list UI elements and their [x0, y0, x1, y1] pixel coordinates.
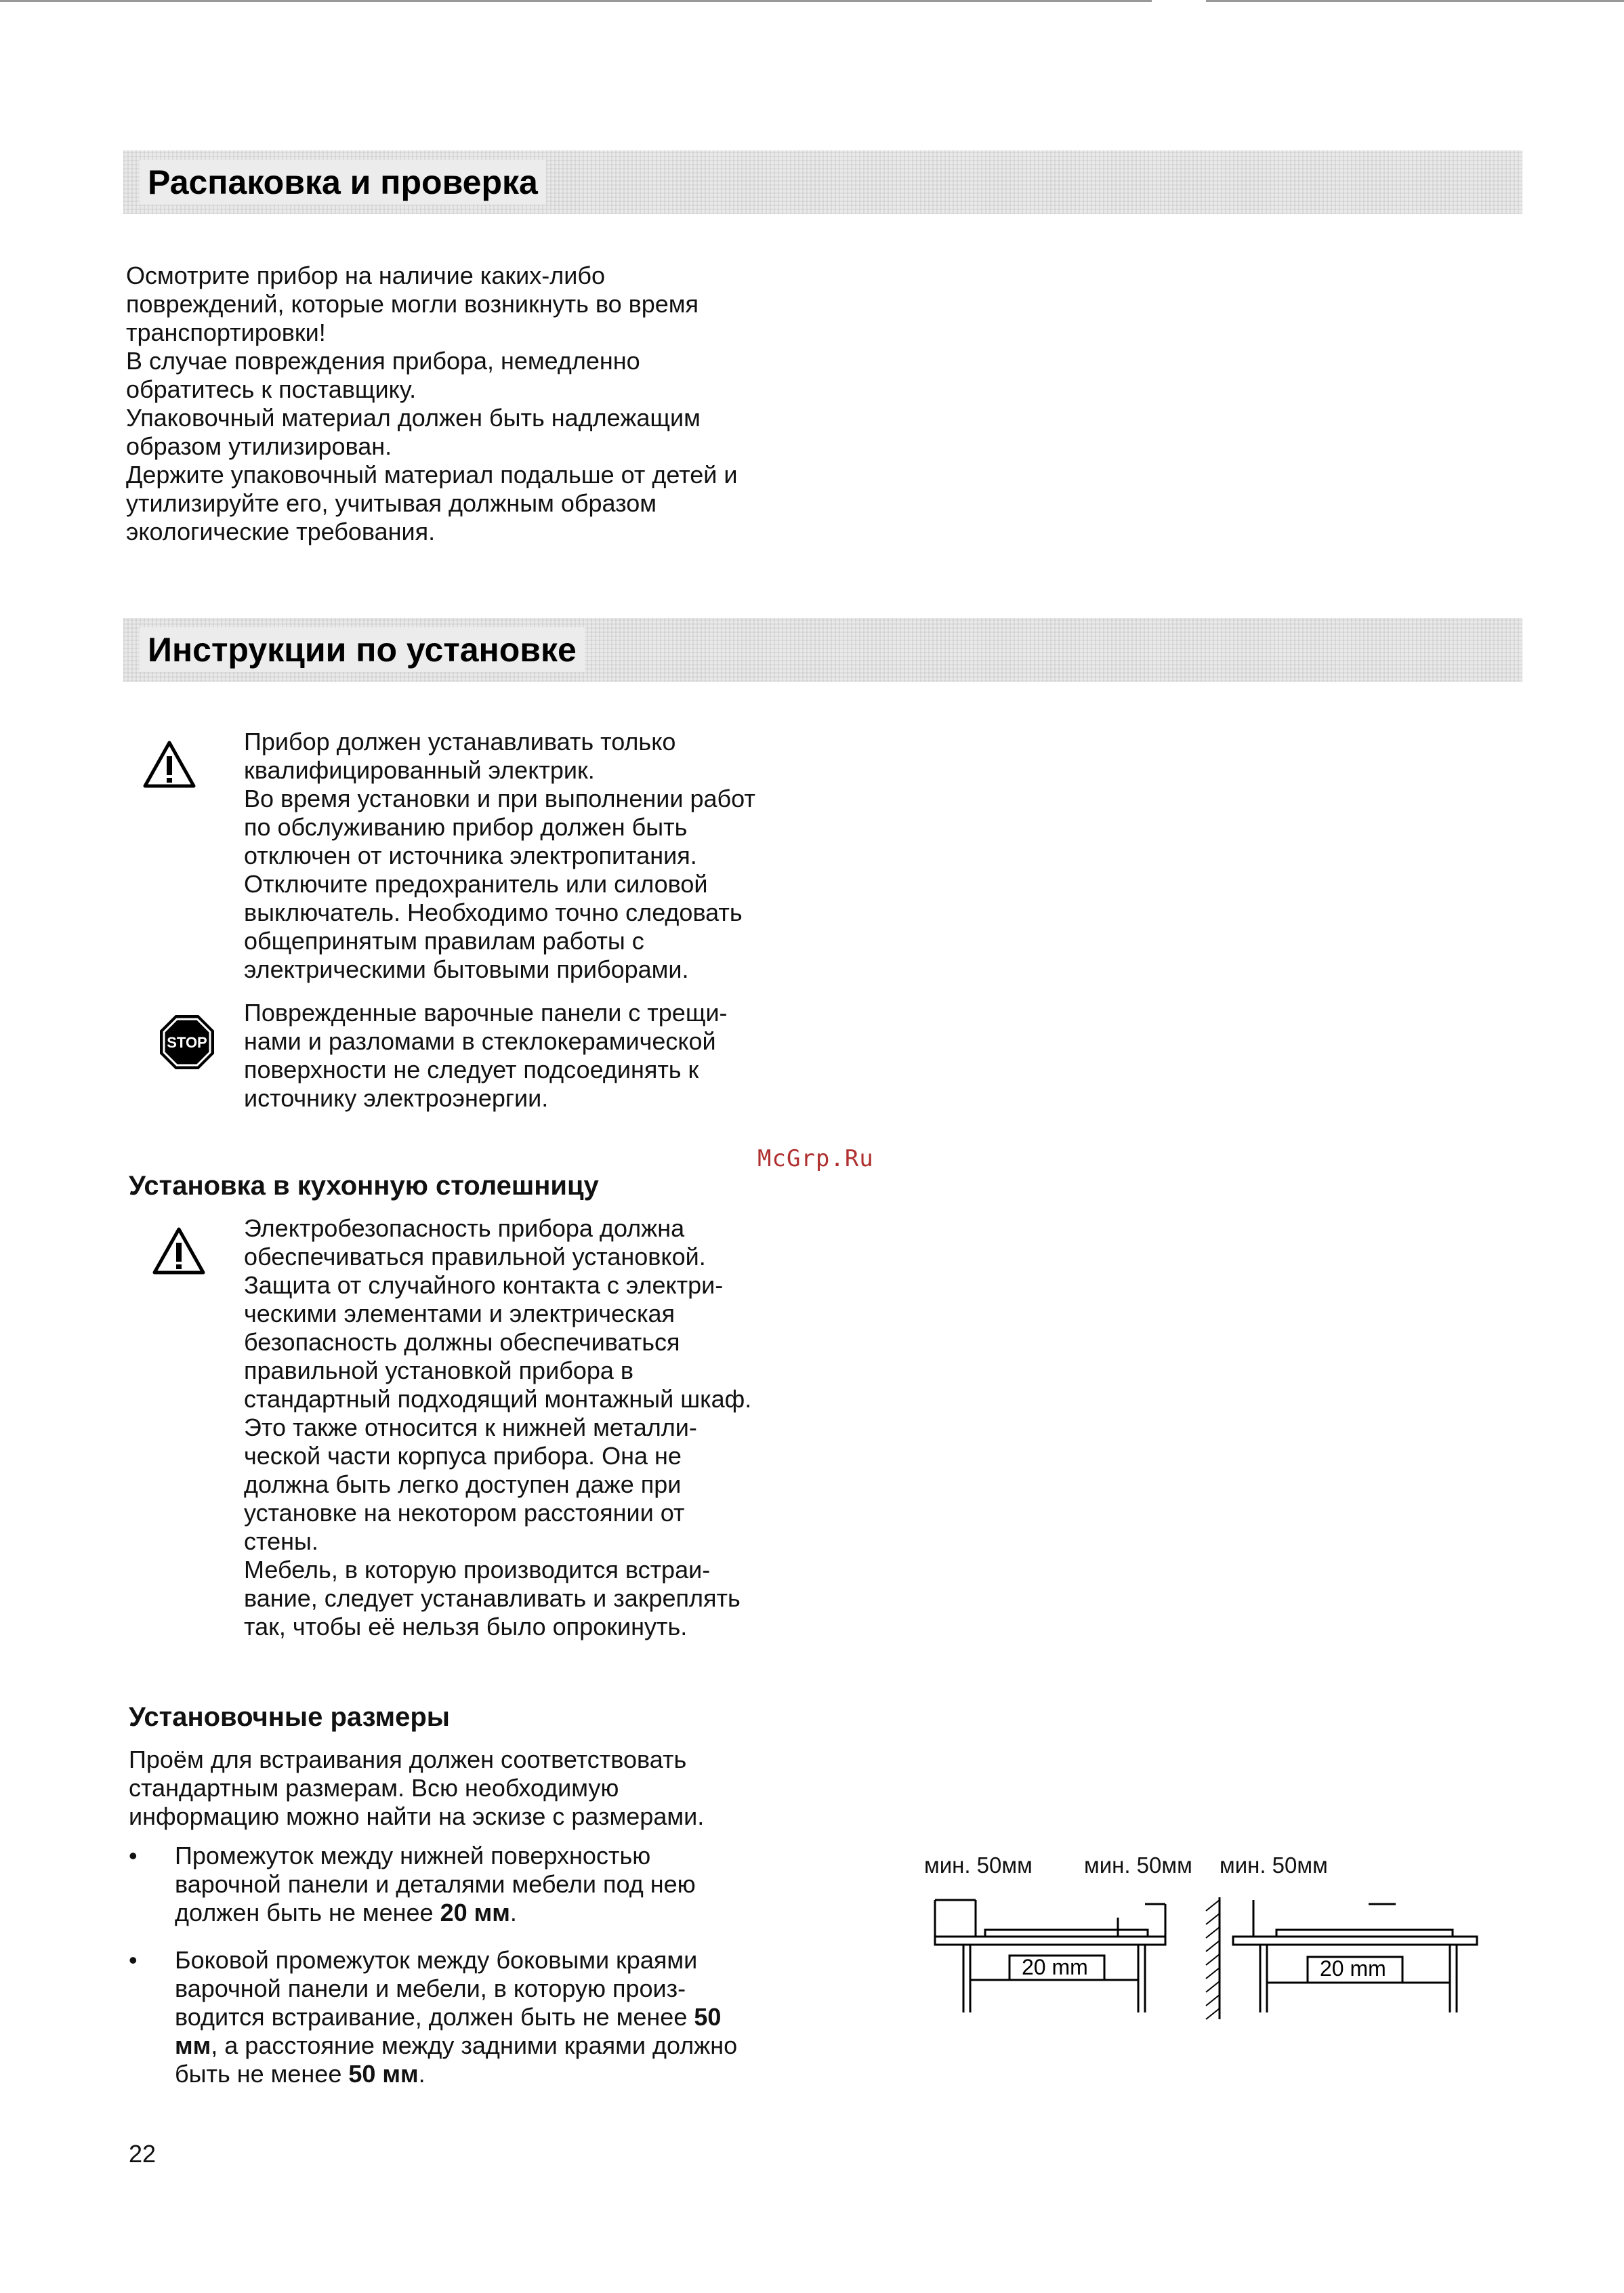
stop-sign-label: STOP [167, 1034, 207, 1051]
gap-label-right: 20 mm [1320, 1956, 1386, 1981]
text-span: . [418, 2060, 425, 2088]
text-line: экологические требования. [126, 518, 436, 545]
text-line [175, 2060, 737, 2088]
text-line: Держите упаковочный материал подальше от детей и [126, 461, 738, 489]
text-line: утилизируйте его, учитывая должным образом [126, 489, 657, 517]
text-line: Во время установки и при выполнении работ [244, 785, 755, 812]
text-line: Защита от случайного контакта с электри- [244, 1271, 724, 1299]
hob-panel-right [1276, 1930, 1453, 1937]
clearance-label-left: мин. 50мм [924, 1853, 1033, 1878]
text-line: Мебель, в которую производится встраи- [244, 1556, 711, 1584]
clearance-label-middle: мин. 50мм [1084, 1853, 1192, 1878]
text-line [175, 2031, 737, 2060]
countertop-paragraph [244, 1214, 751, 1641]
countertop-left [935, 1937, 1165, 1945]
scan-top-line-left [0, 0, 1152, 2]
text-line: поверхности не следует подсоединять к [244, 1056, 699, 1083]
text-line: варочной панели и деталями мебели под нею [175, 1870, 696, 1898]
installation-dimensions-diagram [921, 1850, 1497, 2026]
watermark-link[interactable]: McGrp.Ru [757, 1145, 874, 1172]
text-line: квалифицированный электрик. [244, 756, 595, 784]
emphasis-value: 20 мм [440, 1899, 510, 1926]
stop-warning-paragraph [244, 999, 728, 1113]
bullet-item-side-gap [175, 1946, 737, 2088]
wall-hatching [1206, 1900, 1220, 2019]
text-line: Прибор должен устанавливать только [244, 728, 676, 756]
text-line: Отключите предохранитель или силовой [244, 870, 708, 898]
text-line: вание, следует устанавливать и закреплять [244, 1584, 741, 1612]
section-title-unpacking: Распаковка и проверка [140, 160, 546, 205]
text-line: образом утилизирован. [126, 432, 392, 460]
text-line: по обслуживанию прибор должен быть [244, 813, 688, 841]
text-line: стандартным размерам. Всю необходимую [129, 1774, 619, 1802]
installation-warning-paragraph [244, 728, 755, 984]
text-span: водится встраивание, должен быть не менее [175, 2003, 694, 2031]
text-line: ческой части корпуса прибора. Она не [244, 1442, 682, 1470]
text-line: обеспечиваться правильной установкой. [244, 1243, 706, 1271]
text-line: выключатель. Необходимо точно следовать [244, 898, 743, 926]
countertop-right [1233, 1937, 1477, 1945]
text-line: безопасность должны обеспечиваться [244, 1328, 680, 1356]
warning-triangle-icon [152, 1226, 206, 1275]
text-line [175, 1899, 696, 1927]
text-line: установке на некотором расстоянии от [244, 1499, 685, 1527]
text-span: быть не менее [175, 2060, 349, 2088]
text-line: Электробезопасность прибора должна [244, 1214, 685, 1242]
stop-sign-icon [159, 1014, 215, 1071]
text-line: стены. [244, 1527, 318, 1555]
hob-panel-left [985, 1930, 1148, 1937]
text-line: Упаковочный материал должен быть надлежащим [126, 404, 701, 432]
text-span: , а расстояние между задними краями должно [211, 2031, 738, 2059]
bullet-marker: • [129, 1842, 138, 1869]
text-line: информацию можно найти на эскизе с размерами. [129, 1802, 705, 1830]
section-banner-installation [123, 618, 1522, 682]
bullet-marker: • [129, 1946, 138, 1974]
text-line: обратитесь к поставщику. [126, 375, 417, 403]
subheading-countertop: Установка в кухонную столешницу [129, 1171, 599, 1201]
text-line: Проём для встраивания должен соответствовать [129, 1745, 687, 1773]
section-title-installation: Инструкции по установке [140, 627, 585, 672]
bullet-item-vertical-gap [175, 1842, 696, 1927]
text-line: так, чтобы её нельзя было опрокинуть. [244, 1613, 688, 1640]
text-line: Промежуток между нижней поверхностью [175, 1842, 651, 1869]
text-line: источнику электроэнергии. [244, 1084, 549, 1112]
text-line: повреждений, которые могли возникнуть во время [126, 290, 699, 318]
text-line: нами и разломами в стеклокерамической [244, 1027, 716, 1055]
text-line: Поврежденные варочные панели с трещи- [244, 999, 728, 1027]
emphasis-value: мм [175, 2031, 211, 2059]
page-number: 22 [129, 2140, 157, 2168]
text-span: . [509, 1899, 517, 1926]
text-line: В случае повреждения прибора, немедленно [126, 347, 640, 375]
text-line: общепринятым правилам работы с [244, 927, 644, 955]
text-span: должен быть не менее [175, 1899, 440, 1926]
text-line: варочной панели и мебели, в которую произ- [175, 1975, 686, 2002]
subheading-dimensions: Установочные размеры [129, 1702, 450, 1732]
clearance-label-right: мин. 50мм [1220, 1853, 1328, 1878]
text-line: Боковой промежуток между боковыми краями [175, 1946, 698, 1974]
text-line: Осмотрите прибор на наличие каких-либо [126, 262, 605, 289]
text-line: транспортировки! [126, 318, 326, 346]
dimensions-intro-paragraph [129, 1745, 704, 1831]
gap-label-left: 20 mm [1022, 1955, 1088, 1979]
section-banner-unpacking [123, 150, 1522, 214]
emphasis-value: 50 мм [348, 2060, 419, 2088]
unpacking-paragraph [126, 262, 738, 546]
text-line [175, 2003, 737, 2031]
emphasis-value: 50 [694, 2003, 722, 2031]
scan-top-line-right [1206, 0, 1624, 2]
warning-triangle-icon [142, 740, 196, 789]
text-line: стандартный подходящий монтажный шкаф. [244, 1385, 752, 1413]
text-line: должна быть легко доступен даже при [244, 1470, 682, 1498]
text-line: отключен от источника электропитания. [244, 842, 697, 869]
text-line: правильной установкой прибора в [244, 1357, 633, 1384]
text-line: электрическими бытовыми приборами. [244, 955, 689, 983]
text-line: Это также относится к нижней металли- [244, 1413, 697, 1441]
text-line: ческими элементами и электрическая [244, 1300, 675, 1327]
